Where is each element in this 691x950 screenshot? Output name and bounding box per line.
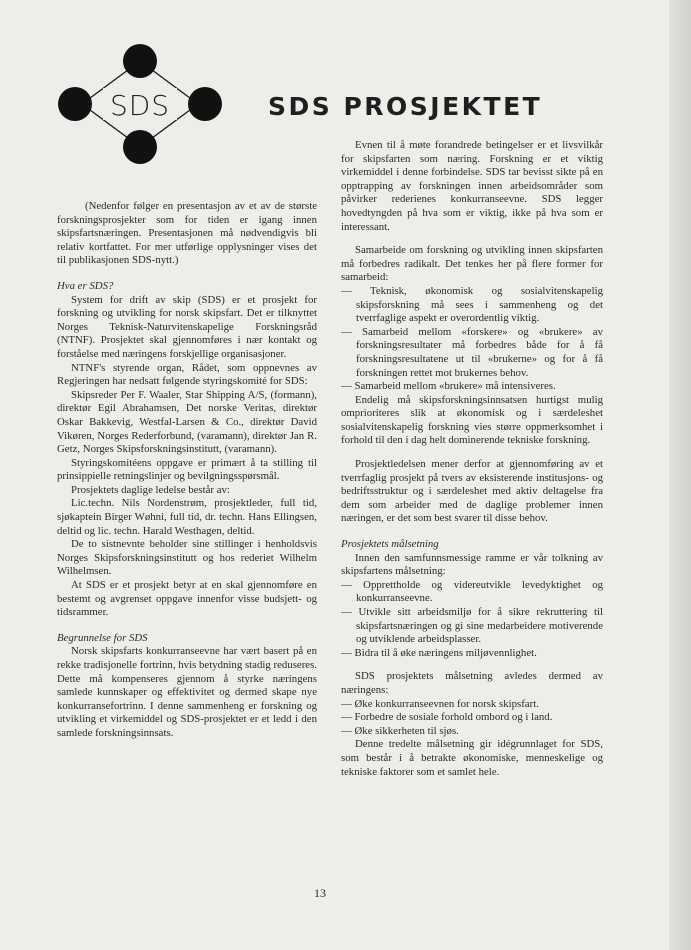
- paragraph: Skipsreder Per F. Waaler, Star Shipping A/S, (formann), direktør Egil Abrahamsen, Det norske Veritas, direktør Oskar Bakkevig, Westfal-Larsen & Co., direktør David Vikøren, Norges Rederforbund, (varamann), direktør Jan R. Getz, Norges Skipsforskningsinstitutt, (varamann).: [57, 388, 317, 456]
- subheading-malsetning: Prosjektets målsetning: [341, 538, 439, 551]
- list-item: — Opprettholde og videreutvikle levedyktighet og konkurranseevne.: [341, 578, 603, 605]
- paragraph: SDS prosjektets målsetning avledes dermed av næringens:: [341, 670, 603, 696]
- paragraph: Prosjektledelsen mener derfor at gjennomføring av et tverrfaglig prosjekt på tvers av eksisterende institusjons- og bedriftsstruktur og i særdeleshet med aktiv deltagelse fra dem som arbeider med de daglige problemer innen næringen, er det som best svarer til disse behov.: [341, 458, 603, 525]
- paragraph: Innen den samfunnsmessige ramme er vår tolkning av skipsfartens målsetning:: [341, 551, 603, 578]
- page-edge-shadow: [669, 0, 691, 950]
- list-item: — Øke konkurranseevnen for norsk skipsfart.: [341, 697, 539, 710]
- paragraph: Lic.techn. Nils Nordenstrøm, prosjektleder, full tid, sjøkaptein Birger Wøhni, full tid, dr. techn. Hans Ellingsen, deltid og lic. techn. Harald Westhagen, deltid.: [57, 497, 317, 537]
- list-item: — Samarbeid mellom «forskere» og «brukere» av forskningsresultater må forbedres både for å få forskningsresultatene ut til «brukerne» og for å få forskningen rettet mot brukernes behov.: [341, 325, 603, 379]
- headline: SDS PROSJEKTET: [268, 92, 543, 121]
- paragraph: Denne tredelte målsetning gir idégrunnlaget for SDS, som består i å betrakte økonomiske, menneskelige og tekniske faktorer som et samlet hele.: [341, 738, 603, 778]
- right-column: [341, 139, 603, 779]
- paragraph: At SDS er et prosjekt betyr at en skal gjennomføre en bestemt og avgrenset oppgave innenfor visse budsjett- og tidsrammer.: [57, 579, 317, 619]
- paragraph: Norsk skipsfarts konkurranseevne har vært basert på en rekke tradisjonelle fortrinn, hvis betydning stadig reduseres. Dette må kompenseres gjennom å styrke næringens samlede kunnskaper og effektivitet og dermed skape nye konkurransefortrinn. I denne sammenheng er forskning og utvikling et virkemiddel og SDS-prosjektet er et ledd i den samlede forskningsinnsats.: [57, 645, 317, 739]
- paragraph: NTNF's styrende organ, Rådet, som oppnevnes av Regjeringen har nedsatt følgende styringskomité for SDS:: [57, 361, 317, 388]
- page-number: 13: [314, 886, 326, 900]
- subheading-begrunnelse: Begrunnelse for SDS: [57, 631, 148, 644]
- list-item: — Forbedre de sosiale forhold ombord og i land.: [341, 711, 553, 724]
- left-column: [57, 200, 317, 741]
- list-item: — Samarbeid mellom «brukere» må intensiveres.: [341, 380, 556, 393]
- sds-logo: [55, 40, 225, 168]
- paragraph: Evnen til å møte forandrede betingelser er et livsvilkår for skipsfarten som næring. Forskning er et viktig virkemiddel i denne forbindelse. SDS tar bevisst sikte på en opptrapping av forskningen innen arbeidsområder som påvirker rederienes konkurranseevne. SDS legger hovedtyngden på hva som er viktig, ikke på hva som er interessant.: [341, 139, 603, 233]
- paragraph: Prosjektets daglige ledelse består av:: [71, 483, 230, 496]
- list-item: — Øke sikkerheten til sjøs.: [341, 724, 459, 737]
- logo-text: SDS: [109, 89, 171, 122]
- paragraph: Samarbeide om forskning og utvikling innen skipsfarten må forbedres radikalt. Det tenkes her på flere former for samarbeid:: [341, 244, 603, 284]
- paragraph: Styringskomitéens oppgave er primært å ta stilling til prinsippielle retningslinjer og bevilgningsspørsmål.: [57, 456, 317, 483]
- subheading-hva-er-sds: Hva er SDS?: [57, 279, 114, 292]
- list-item: — Utvikle sitt arbeidsmiljø for å sikre rekruttering til skipsfartsnæringen og gi sine medarbeidere motiverende og utviklende arbeidsplasser.: [341, 606, 603, 646]
- list-item: — Teknisk, økonomisk og sosialvitenskapelig skipsforskning må sees i sammenheng og det tverrfaglige aspekt er overordentlig viktig.: [341, 284, 603, 325]
- paragraph: De to sistnevnte beholder sine stillinger i henholdsvis Norges Skipsforskningsinstitutt og hos rederiet Wilhelm Wilhelmsen.: [57, 538, 317, 578]
- list-item: — Bidra til å øke næringens miljøvennlighet.: [341, 646, 537, 659]
- paragraph: Endelig må skipsforskningsinnsatsen hurtigst mulig omprioriteres slik at økonomisk og i særdeleshet sosialvitenskapelig forskning vies større oppmerksomhet i forhold til den i dag helt dominerende tekniske forskning.: [341, 393, 603, 447]
- paragraph: System for drift av skip (SDS) er et prosjekt for forskning og utvikling for norsk skipsfart. Det er tilknyttet Norges Teknisk-Naturvitenskapelige Forskningsråd (NTNF). Prosjektet skal gjennomføres i nær kontakt og forståelse med næringens forskjellige organisasjoner.: [57, 293, 317, 360]
- intro-paragraph: (Nedenfor følger en presentasjon av et av de største forskningsprosjekter som for tiden er igang innen skipsfartsnæringen. Presentasjonen må nødvendigvis bli relativ kortfattet. For mer utførlige opplysninger vises det til publikasjonen SDS-nytt.): [57, 200, 317, 267]
